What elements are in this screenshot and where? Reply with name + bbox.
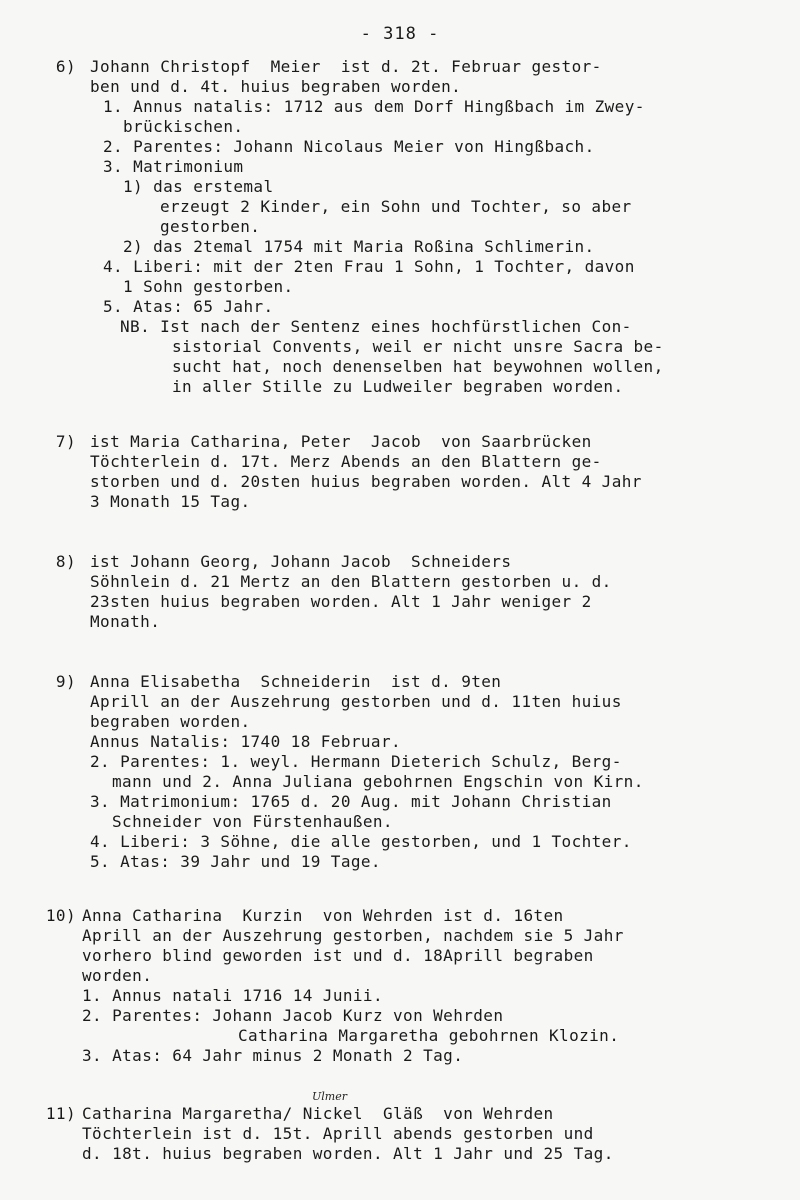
entry-line: NB. Ist nach der Sentenz eines hochfürstlichen Con-: [120, 317, 632, 336]
entry-number: 11): [45, 1104, 76, 1123]
entry-line: in aller Stille zu Ludweiler begraben worden.: [172, 377, 624, 396]
entry-line: erzeugt 2 Kinder, ein Sohn und Tochter, so aber: [160, 197, 632, 216]
entry-line: gestorben.: [160, 217, 261, 236]
entry-line: 4. Liberi: mit der 2ten Frau 1 Sohn, 1 Tochter, davon: [103, 257, 635, 276]
entry-line: 2) das 2temal 1754 mit Maria Roßina Schlimerin.: [123, 237, 595, 256]
entry-line: Anna Elisabetha Schneiderin ist d. 9ten: [90, 672, 502, 691]
entry-line: d. 18t. huius begraben worden. Alt 1 Jahr und 25 Tag.: [82, 1144, 614, 1163]
entry-number: 7): [55, 432, 76, 451]
entry-line: Annus Natalis: 1740 18 Februar.: [90, 732, 402, 751]
entry-line: sucht hat, noch denenselben hat beywohnen wollen,: [172, 357, 664, 376]
entry-number: 9): [55, 672, 76, 691]
entry-line: Catharina Margaretha/ Nickel Gläß von Wehrden: [82, 1104, 554, 1123]
entry-line: Söhnlein d. 21 Mertz an den Blattern gestorben u. d.: [90, 572, 612, 591]
entry-line: 4. Liberi: 3 Söhne, die alle gestorben, und 1 Tochter.: [90, 832, 632, 851]
entry-line: 1. Annus natalis: 1712 aus dem Dorf Hingßbach im Zwey-: [103, 97, 645, 116]
entry-line: worden.: [82, 966, 153, 985]
entry-line: 3. Atas: 64 Jahr minus 2 Monath 2 Tag.: [82, 1046, 464, 1065]
entry-line: Catharina Margaretha gebohrnen Klozin.: [238, 1026, 620, 1045]
entry-line: 5. Atas: 39 Jahr und 19 Tage.: [90, 852, 381, 871]
entry-line: 5. Atas: 65 Jahr.: [103, 297, 274, 316]
entry-line: Anna Catharina Kurzin von Wehrden ist d. 16ten: [82, 906, 564, 925]
entry-line: mann und 2. Anna Juliana gebohrnen Engschin von Kirn.: [112, 772, 644, 791]
entry-line: 2. Parentes: Johann Jacob Kurz von Wehrden: [82, 1006, 504, 1025]
entry-line: Schneider von Fürstenhaußen.: [112, 812, 393, 831]
entry-line: 3. Matrimonium: 1765 d. 20 Aug. mit Johann Christian: [90, 792, 612, 811]
entry-line: 1 Sohn gestorben.: [123, 277, 294, 296]
page-number: - 318 -: [360, 24, 440, 44]
entry-line: ben und d. 4t. huius begraben worden.: [90, 77, 462, 96]
entry-line: ist Maria Catharina, Peter Jacob von Saarbrücken: [90, 432, 592, 451]
entry-line: ist Johann Georg, Johann Jacob Schneiders: [90, 552, 512, 571]
entry-line: Aprill an der Auszehrung gestorben und d. 11ten huius: [90, 692, 622, 711]
entry-line: 1) das erstemal: [123, 177, 274, 196]
entry-line: Monath.: [90, 612, 161, 631]
entry-line: Aprill an der Auszehrung gestorben, nachdem sie 5 Jahr: [82, 926, 624, 945]
entry-line: Johann Christopf Meier ist d. 2t. Februar gestor-: [90, 57, 602, 76]
entry-number: 6): [55, 57, 76, 76]
entry-line: 2. Parentes: Johann Nicolaus Meier von Hingßbach.: [103, 137, 595, 156]
entry-line: 3. Matrimonium: [103, 157, 244, 176]
entry-number: 8): [55, 552, 76, 571]
entry-line: 2. Parentes: 1. weyl. Hermann Dieterich Schulz, Berg-: [90, 752, 622, 771]
entry-number: 10): [45, 906, 76, 925]
entry-line: Töchterlein d. 17t. Merz Abends an den Blattern ge-: [90, 452, 602, 471]
entry-line: brückischen.: [123, 117, 244, 136]
entry-line: 1. Annus natali 1716 14 Junii.: [82, 986, 383, 1005]
entry-line: vorhero blind geworden ist und d. 18Aprill begraben: [82, 946, 594, 965]
entry-line: 3 Monath 15 Tag.: [90, 492, 251, 511]
entry-line: begraben worden.: [90, 712, 251, 731]
entry-line: Töchterlein ist d. 15t. Aprill abends gestorben und: [82, 1124, 594, 1143]
entry-line: sistorial Convents, weil er nicht unsre Sacra be-: [172, 337, 664, 356]
entry-line: storben und d. 20sten huius begraben worden. Alt 4 Jahr: [90, 472, 642, 491]
entry-line: 23sten huius begraben worden. Alt 1 Jahr weniger 2: [90, 592, 592, 611]
handwritten-insert: Ulmer: [312, 1090, 347, 1103]
